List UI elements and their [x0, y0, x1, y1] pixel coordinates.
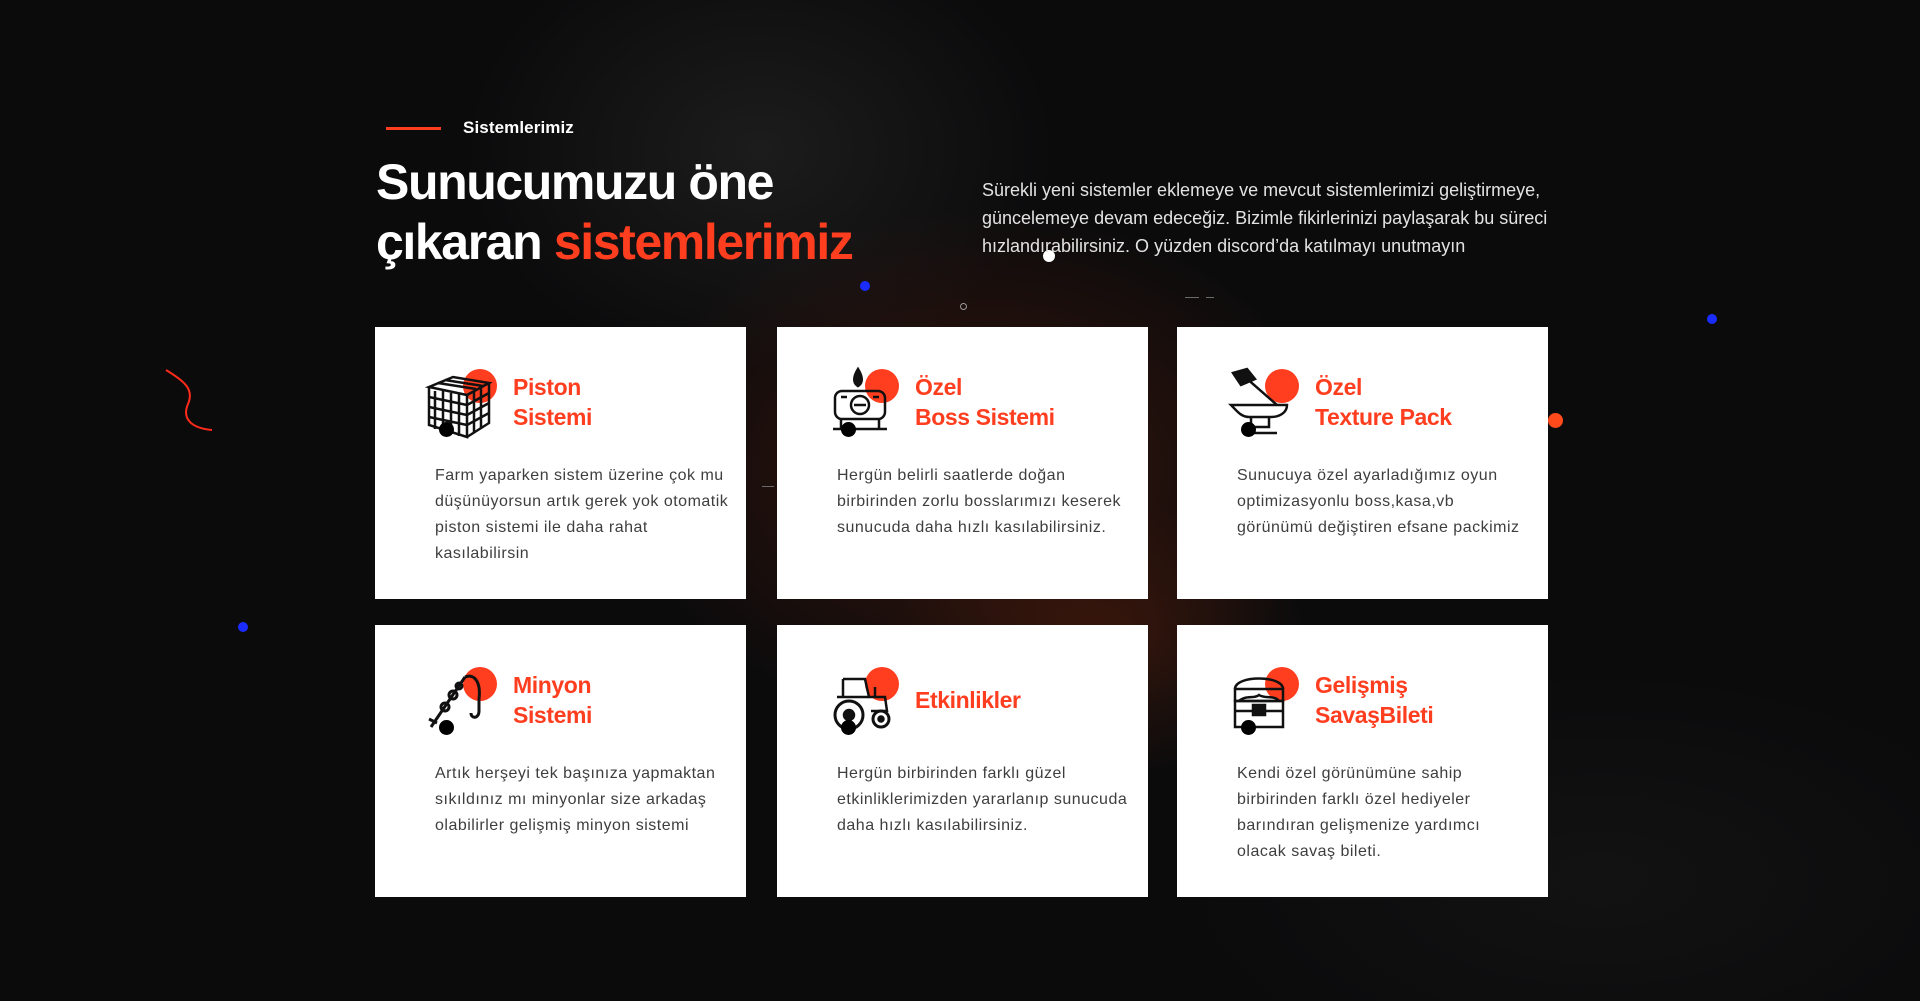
squiggle-decoration — [160, 366, 220, 436]
card-icon-wrap — [1225, 365, 1299, 439]
feature-card-minyon — [375, 625, 746, 897]
card-description: Hergün birbirinden farklı güzel etkinliklerimizden yararlanıp sunucuda daha hızlı kasılabilirsiniz. — [837, 765, 1128, 834]
card-icon-wrap — [423, 365, 497, 439]
card-description: Sunucuya özel ayarladığımız oyun optimizasyonlu boss,kasa,vb görünümü değiştiren efsane packimiz — [1237, 467, 1520, 536]
tractor-icon — [825, 663, 899, 737]
card-header — [825, 663, 1021, 737]
particle-dot — [1707, 314, 1717, 324]
boss-icon — [825, 365, 899, 439]
section-eyebrow — [386, 118, 574, 138]
card-icon-wrap — [825, 663, 899, 737]
card-header — [423, 663, 592, 737]
card-title: Özel Boss Sistemi — [915, 374, 1055, 430]
icon-foot-dot — [841, 720, 856, 735]
card-icon-wrap — [1225, 663, 1299, 737]
particle-dash — [1206, 297, 1214, 298]
card-icon-wrap — [825, 365, 899, 439]
card-title: Gelişmiş SavaşBileti — [1315, 672, 1434, 728]
fishing-rod-icon — [423, 663, 497, 737]
treasure-chest-icon — [1225, 663, 1299, 737]
feature-card-piston — [375, 327, 746, 599]
card-description: Kendi özel görünümüne sahip birbirinden farklı özel hediyeler barındıran gelişmenize yardımcı olacak savaş bileti. — [1237, 765, 1481, 860]
section-intro: Sürekli yeni sistemler eklemeye ve mevcut sistemlerimizi geliştirmeye, güncelemeye devam edeceğiz. Bizimle fikirlerinizi paylaşarak bu süreci hızlandırabilirsiniz. O yüzden discord’da katılmayı unutmayın — [982, 180, 1548, 256]
icon-foot-dot — [1241, 422, 1256, 437]
card-header — [1225, 365, 1452, 439]
card-header — [423, 365, 592, 439]
card-title: Piston Sistemi — [513, 374, 593, 430]
icon-foot-dot — [1241, 720, 1256, 735]
icon-foot-dot — [439, 422, 454, 437]
piston-icon — [423, 365, 497, 439]
particle-dash — [762, 486, 774, 487]
icon-foot-dot — [439, 720, 454, 735]
particle-ring — [960, 303, 967, 310]
page-title — [376, 152, 852, 272]
headline-line-2: çıkaran — [376, 214, 554, 270]
card-description: Artık herşeyi tek başınıza yapmaktan sıkıldınız mı minyonlar size arkadaş olabilirler gelişmiş minyon sistemi — [435, 765, 716, 834]
feature-card-savas-bileti — [1177, 625, 1548, 897]
eyebrow-line — [386, 127, 441, 130]
card-header — [1225, 663, 1433, 737]
particle-dash — [1185, 297, 1199, 298]
particle-dot — [1548, 413, 1563, 428]
particle-dot — [238, 622, 248, 632]
card-header — [825, 365, 1055, 439]
card-description: Farm yaparken sistem üzerine çok mu düşünüyorsun artık gerek yok otomatik piston sistemi ile daha rahat kasılabilirsin — [435, 467, 729, 562]
particle-dot — [860, 281, 870, 291]
feature-card-etkinlikler — [777, 625, 1148, 897]
feature-card-boss — [777, 327, 1148, 599]
card-title: Etkinlikler — [915, 687, 1021, 713]
headline-line-1: Sunucumuzu öne — [376, 154, 774, 210]
card-icon-wrap — [423, 663, 497, 737]
icon-foot-dot — [841, 422, 856, 437]
card-title: Özel Texture Pack — [1315, 374, 1452, 430]
eyebrow-label: Sistemlerimiz — [463, 118, 574, 137]
feature-card-texture-pack — [1177, 327, 1548, 599]
card-description: Hergün belirli saatlerde doğan birbirinden zorlu bosslarımızı keserek sunucuda daha hızlı kasılabilirsiniz. — [837, 467, 1121, 536]
headline-accent: sistemlerimiz — [553, 214, 853, 270]
anvil-hammer-icon — [1225, 365, 1299, 439]
card-title: Minyon Sistemi — [513, 672, 593, 728]
